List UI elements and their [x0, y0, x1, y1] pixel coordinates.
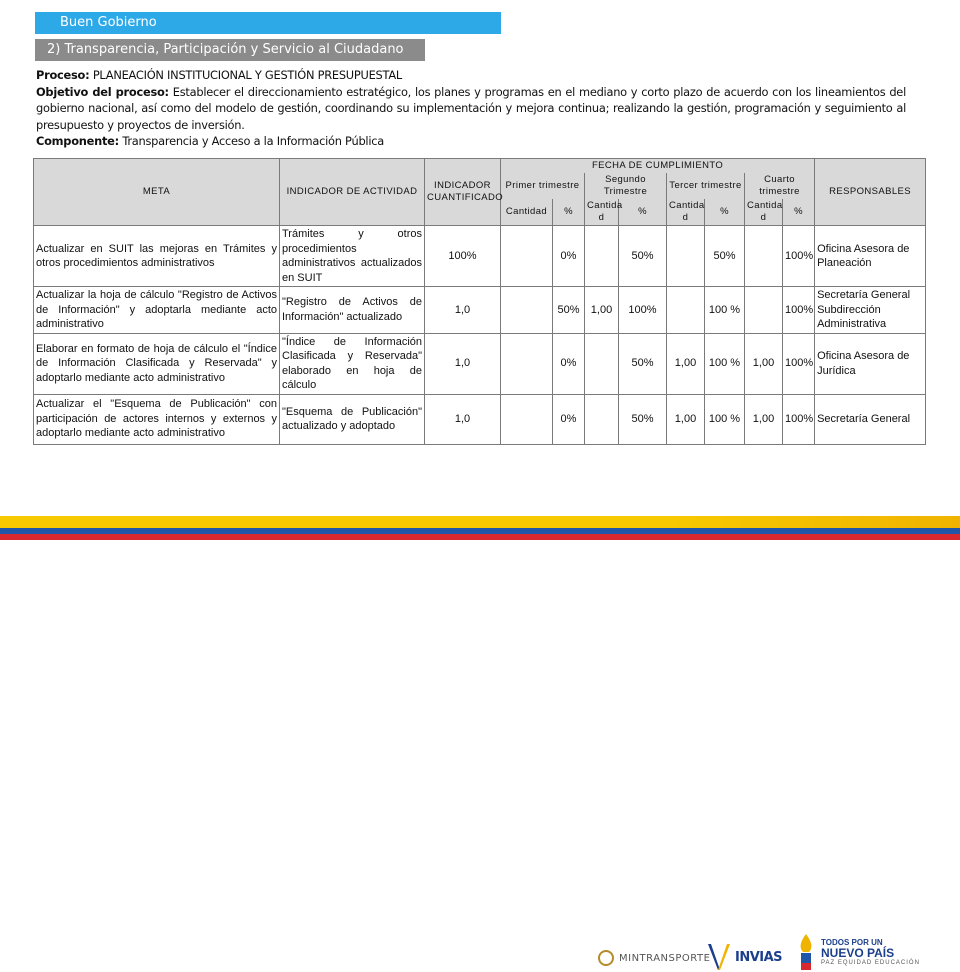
row-indicador: "Índice de Información Clasificada y Reservada" elaborado en hoja de cálculo	[280, 333, 425, 394]
row-q1-pct: 0%	[553, 333, 585, 394]
row-meta: Actualizar la hoja de cálculo "Registro de Activos de Información" y adoptarla mediante acto administrativo	[34, 287, 280, 334]
componente-value: Transparencia y Acceso a la Información Pública	[122, 134, 384, 149]
todos-por-un-nuevo-pais-logo	[795, 932, 920, 972]
row-q4-pct: 100%	[783, 287, 815, 334]
mintransporte-logo	[598, 950, 710, 966]
row-q1-cantidad	[501, 394, 553, 444]
row-cuantificado: 1,0	[425, 394, 501, 444]
row-q2-pct: 100%	[619, 287, 667, 334]
section-title-bar	[35, 12, 501, 34]
row-responsable: Secretaría General Subdirección Administrativa	[815, 287, 926, 334]
invias-road-icon	[706, 942, 732, 972]
row-responsable: Oficina Asesora de Planeación	[815, 226, 926, 287]
row-indicador: "Registro de Activos de Información" actualizado	[280, 287, 425, 334]
table-row	[34, 394, 926, 444]
header-q3-cantidad: Cantida d	[667, 199, 705, 226]
row-q2-pct: 50%	[619, 394, 667, 444]
prosperidad-line-1: TODOS POR UN	[821, 938, 883, 947]
proceso-label: Proceso:	[36, 68, 90, 82]
subsection-title: 2) Transparencia, Participación y Servicio al Ciudadano	[47, 42, 404, 57]
header-q2: Segundo Trimestre	[585, 173, 667, 199]
row-q4-pct: 100%	[783, 394, 815, 444]
header-fecha-cumplimiento: FECHA DE CUMPLIMIENTO	[501, 159, 815, 174]
row-q1-pct: 0%	[553, 394, 585, 444]
row-meta: Actualizar el "Esquema de Publicación" con participación de actores internos y externos y adoptarlo mediante acto administrativo	[34, 394, 280, 444]
row-q2-cantidad: 1,00	[585, 287, 619, 334]
objetivo-line	[36, 84, 906, 134]
row-q3-pct: 100 %	[705, 394, 745, 444]
table-row	[34, 287, 926, 334]
proceso-line	[36, 67, 906, 84]
row-cuantificado: 1,0	[425, 287, 501, 334]
row-q2-cantidad	[585, 333, 619, 394]
componente-label: Componente:	[36, 134, 119, 149]
row-q1-cantidad	[501, 333, 553, 394]
row-q4-cantidad: 1,00	[745, 394, 783, 444]
header-q1-pct: %	[553, 199, 585, 226]
action-plan-table	[33, 158, 926, 445]
row-cuantificado: 1,0	[425, 333, 501, 394]
header-q4-pct: %	[783, 199, 815, 226]
row-q4-cantidad: 1,00	[745, 333, 783, 394]
section-title: Buen Gobierno	[60, 15, 157, 30]
row-q1-pct: 50%	[553, 287, 585, 334]
subsection-title-bar	[35, 39, 425, 61]
invias-logo-text: INVIAS	[735, 949, 783, 965]
row-q4-cantidad	[745, 226, 783, 287]
header-q2-pct: %	[619, 199, 667, 226]
header-q1-cantidad: Cantidad	[501, 199, 553, 226]
table-row	[34, 226, 926, 287]
header-q3: Tercer trimestre	[667, 173, 745, 199]
invias-logo	[706, 942, 782, 972]
proceso-value: PLANEACIÓN INSTITUCIONAL Y GESTIÓN PRESUPUESTAL	[92, 68, 402, 82]
mintransporte-logo-text: MINTRANSPORTE	[619, 952, 711, 964]
row-q4-pct: 100%	[783, 226, 815, 287]
row-q3-pct: 100 %	[705, 287, 745, 334]
row-q3-pct: 50%	[705, 226, 745, 287]
prosperidad-line-3: PAZ EQUIDAD EDUCACIÓN	[821, 960, 920, 966]
row-q2-pct: 50%	[619, 333, 667, 394]
row-q3-cantidad	[667, 287, 705, 334]
row-q2-pct: 50%	[619, 226, 667, 287]
header-q2-cantidad: Cantida d	[585, 199, 619, 226]
row-meta: Elaborar en formato de hoja de cálculo el "Índice de Información Clasificada y Reservada" y adoptarlo mediante acto administrativo	[34, 333, 280, 394]
row-q3-cantidad: 1,00	[667, 394, 705, 444]
header-responsables: RESPONSABLES	[815, 159, 926, 226]
row-indicador: Trámites y otros procedimientos administrativos actualizados en SUIT	[280, 226, 425, 287]
row-q1-cantidad	[501, 287, 553, 334]
header-row-1	[34, 159, 926, 174]
row-q2-cantidad	[585, 226, 619, 287]
row-responsable: Secretaría General	[815, 394, 926, 444]
header-meta: META	[34, 159, 280, 226]
header-indicador-cuantificado: INDICADOR CUANTIFICADO	[425, 159, 501, 226]
objetivo-label: Objetivo del proceso:	[36, 84, 169, 99]
prosperidad-line-2: NUEVO PAÍS	[821, 946, 895, 960]
row-responsable: Oficina Asesora de Jurídica	[815, 333, 926, 394]
objetivo-value: Establecer el direccionamiento estratégico, los planes y programas en el mediano y corto plazo de acuerdo con los lineamientos del gobierno nacional, así como del modelo de gestión, coordinando su implementación y mejora continua; realizando la gestión, programación y seguimiento al presupuesto y proyectos de inversión.	[36, 84, 906, 132]
header-indicador-actividad: INDICADOR DE ACTIVIDAD	[280, 159, 425, 226]
flag-stripe-red	[0, 534, 960, 540]
row-q3-cantidad: 1,00	[667, 333, 705, 394]
coat-of-arms-icon	[598, 950, 614, 966]
header-q4-cantidad: Cantida d	[745, 199, 783, 226]
componente-line	[36, 133, 906, 150]
row-q3-pct: 100 %	[705, 333, 745, 394]
row-q1-pct: 0%	[553, 226, 585, 287]
header-q1: Primer trimestre	[501, 173, 585, 199]
row-meta: Actualizar en SUIT las mejoras en Trámites y otros procedimientos administrativos	[34, 226, 280, 287]
header-q4: Cuarto trimestre	[745, 173, 815, 199]
flag-stripe-yellow	[0, 516, 960, 528]
row-q2-cantidad	[585, 394, 619, 444]
row-cuantificado: 100%	[425, 226, 501, 287]
candle-flame-icon	[795, 932, 817, 972]
row-q4-pct: 100%	[783, 333, 815, 394]
header-q3-pct: %	[705, 199, 745, 226]
row-q4-cantidad	[745, 287, 783, 334]
table-row	[34, 333, 926, 394]
row-indicador: "Esquema de Publicación" actualizado y adoptado	[280, 394, 425, 444]
row-q1-cantidad	[501, 226, 553, 287]
row-q3-cantidad	[667, 226, 705, 287]
process-description	[36, 67, 906, 150]
